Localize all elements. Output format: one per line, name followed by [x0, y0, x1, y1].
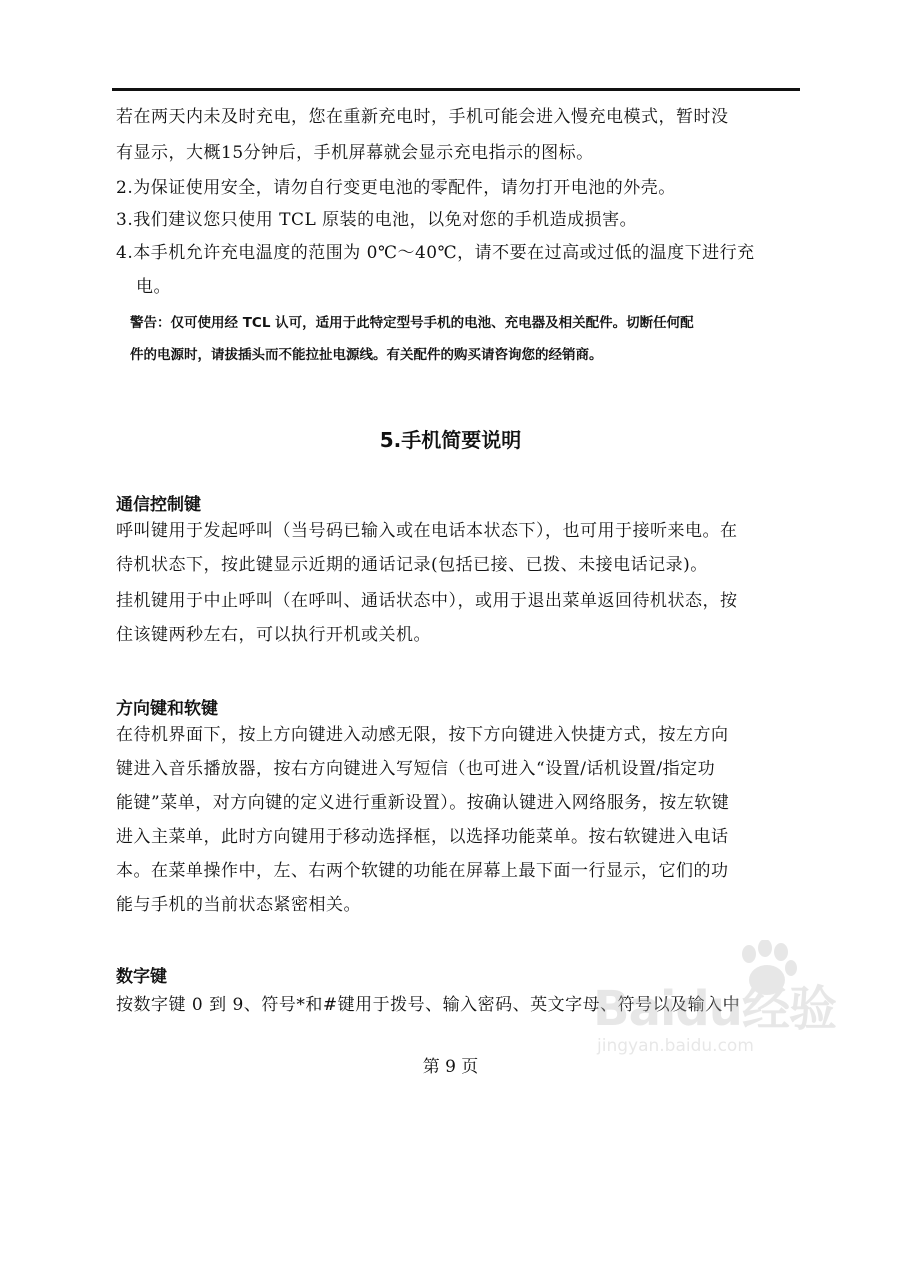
warning-line: 件的电源时，请拔插头而不能拉扯电源线。有关配件的购买请咨询您的经销商。 — [130, 347, 603, 363]
subheading-nav-keys: 方向键和软键 — [116, 699, 218, 719]
subheading-number-keys: 数字键 — [116, 967, 167, 987]
baidu-watermark — [593, 940, 843, 1070]
body-line: 进入主菜单，此时方向键用于移动选择框，以选择功能菜单。按右软键进入电话 — [116, 827, 729, 847]
body-line: 挂机键用于中止呼叫（在呼叫、通话状态中），或用于退出菜单返回待机状态，按 — [116, 591, 738, 611]
body-line: 按数字键 0 到 9、符号*和#键用于拨号、输入密码、英文字母、符号以及输入中 — [116, 995, 741, 1015]
body-line: 住该键两秒左右，可以执行开机或关机。 — [116, 625, 431, 645]
watermark-url: jingyan.baidu.com — [597, 1036, 754, 1056]
body-line: 在待机界面下，按上方向键进入动感无限，按下方向键进入快捷方式，按左方向 — [116, 725, 729, 745]
body-line: 3.我们建议您只使用 TCL 原装的电池，以免对您的手机造成损害。 — [116, 210, 638, 230]
section-title: 5.手机简要说明 — [379, 428, 522, 452]
body-line: 待机状态下，按此键显示近期的通话记录(包括已接、已拨、未接电话记录)。 — [116, 555, 708, 575]
body-line: 有显示，大概15分钟后，手机屏幕就会显示充电指示的图标。 — [116, 143, 594, 163]
header-rule — [112, 88, 800, 91]
body-line: 呼叫键用于发起呼叫（当号码已输入或在电话本状态下），也可用于接听来电。在 — [116, 521, 738, 541]
body-line: 4.本手机允许充电温度的范围为 0℃～40℃，请不要在过高或过低的温度下进行充 — [116, 243, 755, 263]
body-line: 2.为保证使用安全，请勿自行变更电池的零配件，请勿打开电池的外壳。 — [116, 178, 676, 198]
body-line: 本。在菜单操作中，左、右两个软键的功能在屏幕上最下面一行显示，它们的功 — [116, 861, 729, 881]
subheading-comm-keys: 通信控制键 — [116, 495, 201, 515]
body-line: 能键”菜单，对方向键的定义进行重新设置）。按确认键进入网络服务，按左软键 — [116, 793, 730, 813]
warning-line: 警告：仅可使用经 TCL 认可，适用于此特定型号手机的电池、充电器及相关配件。切断任何配 — [130, 315, 694, 331]
body-line: 键进入音乐播放器，按右方向键进入写短信（也可进入“设置/话机设置/指定功 — [116, 759, 716, 779]
body-line: 电。 — [136, 277, 171, 297]
page-number: 第 9 页 — [422, 1057, 479, 1077]
watermark-brand: Baidu经验 — [593, 981, 836, 1037]
body-line: 能与手机的当前状态紧密相关。 — [116, 895, 361, 915]
body-line: 若在两天内未及时充电，您在重新充电时，手机可能会进入慢充电模式，暂时没 — [116, 107, 729, 127]
